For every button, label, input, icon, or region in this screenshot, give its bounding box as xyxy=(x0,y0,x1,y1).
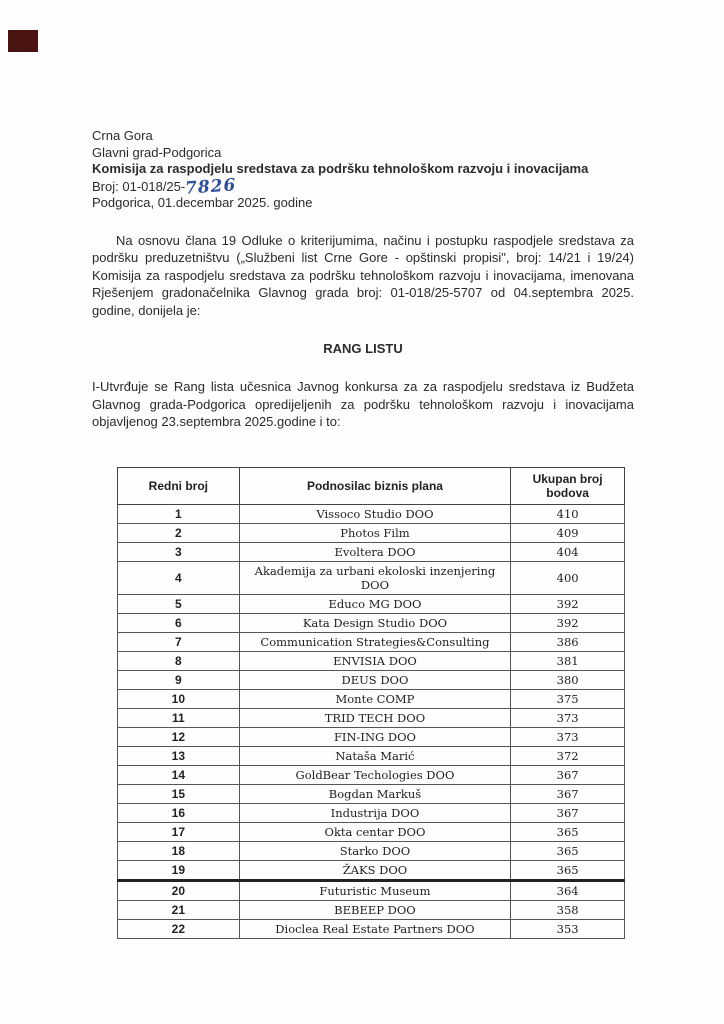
document-content xyxy=(92,128,634,939)
table-row xyxy=(118,900,625,919)
cell-name: Industrija DOO xyxy=(239,803,511,822)
table-row xyxy=(118,613,625,632)
cell-rank: 5 xyxy=(118,594,240,613)
table-row xyxy=(118,746,625,765)
cell-name: ENVISIA DOO xyxy=(239,651,511,670)
table-row xyxy=(118,919,625,938)
column-header-points: Ukupan broj bodova xyxy=(511,467,625,504)
cell-rank: 17 xyxy=(118,822,240,841)
cell-points: 353 xyxy=(511,919,625,938)
cell-points: 372 xyxy=(511,746,625,765)
cell-points: 380 xyxy=(511,670,625,689)
cell-rank: 2 xyxy=(118,523,240,542)
cell-name: BEBEEP DOO xyxy=(239,900,511,919)
scan-artifact xyxy=(8,30,38,52)
cell-name: Communication Strategies&Consulting xyxy=(239,632,511,651)
cell-name: Akademija za urbani ekoloski inzenjering DOO xyxy=(239,561,511,594)
cell-rank: 6 xyxy=(118,613,240,632)
cell-rank: 9 xyxy=(118,670,240,689)
cell-rank: 1 xyxy=(118,504,240,523)
cell-points: 410 xyxy=(511,504,625,523)
intro-paragraph: Na osnovu člana 19 Odluke o kriterijumima, načinu i postupku raspodjele sredstava za podršku preduzetništvu („Službeni list Crne Gore - opštinski propisi", broj: 14/21 i 19/24) Komisija za raspodjelu sredstava za podršku tehnološkom razvoju i inovacijama, imenovana Rješenjem gradonačelnika Glavnog grada broj: 01-018/25-5707 od 04.septembra 2025. godine, donijela je: xyxy=(92,232,634,318)
rank-table-body xyxy=(118,504,625,938)
rang-listu-heading: RANG LISTU xyxy=(323,341,403,356)
cell-name: Nataša Marić xyxy=(239,746,511,765)
table-row xyxy=(118,523,625,542)
cell-name: DEUS DOO xyxy=(239,670,511,689)
cell-rank: 8 xyxy=(118,651,240,670)
cell-points: 409 xyxy=(511,523,625,542)
cell-rank: 14 xyxy=(118,765,240,784)
rank-table xyxy=(117,467,625,939)
cell-name: ŽAKS DOO xyxy=(239,860,511,880)
cell-name: Evoltera DOO xyxy=(239,542,511,561)
table-row xyxy=(118,841,625,860)
cell-name: TRID TECH DOO xyxy=(239,708,511,727)
cell-rank: 19 xyxy=(118,860,240,880)
cell-name: FIN-ING DOO xyxy=(239,727,511,746)
cell-rank: 21 xyxy=(118,900,240,919)
cell-points: 404 xyxy=(511,542,625,561)
cell-name: Educo MG DOO xyxy=(239,594,511,613)
cell-points: 367 xyxy=(511,784,625,803)
document-number-line xyxy=(92,174,634,199)
cell-rank: 4 xyxy=(118,561,240,594)
handwritten-number: 7826 xyxy=(184,174,238,199)
cell-name: Kata Design Studio DOO xyxy=(239,613,511,632)
cell-points: 373 xyxy=(511,727,625,746)
cell-rank: 12 xyxy=(118,727,240,746)
table-row xyxy=(118,689,625,708)
table-row xyxy=(118,651,625,670)
cell-points: 392 xyxy=(511,594,625,613)
cell-points: 386 xyxy=(511,632,625,651)
cell-points: 381 xyxy=(511,651,625,670)
cell-rank: 13 xyxy=(118,746,240,765)
table-row xyxy=(118,860,625,880)
table-row xyxy=(118,708,625,727)
cell-points: 392 xyxy=(511,613,625,632)
table-row xyxy=(118,542,625,561)
table-row xyxy=(118,880,625,900)
cell-name: GoldBear Techologies DOO xyxy=(239,765,511,784)
table-row xyxy=(118,632,625,651)
second-paragraph: I-Utvrđuje se Rang lista učesnica Javnog konkursa za za raspodjelu sredstava iz Budžeta Glavnog grada-Podgorica opredijeljenih za podršku tehnološkom razvoju i inovacijama objavljenog 23.septembra 2025.godine i to: xyxy=(92,379,634,429)
cell-rank: 10 xyxy=(118,689,240,708)
table-row xyxy=(118,765,625,784)
cell-rank: 18 xyxy=(118,841,240,860)
cell-points: 375 xyxy=(511,689,625,708)
table-row xyxy=(118,670,625,689)
cell-rank: 20 xyxy=(118,880,240,900)
column-header-name: Podnosilac biznis plana xyxy=(239,467,511,504)
cell-points: 373 xyxy=(511,708,625,727)
table-row xyxy=(118,561,625,594)
org-country: Crna Gora xyxy=(92,128,153,143)
cell-points: 365 xyxy=(511,822,625,841)
table-row xyxy=(118,727,625,746)
table-row xyxy=(118,594,625,613)
cell-rank: 3 xyxy=(118,542,240,561)
cell-rank: 7 xyxy=(118,632,240,651)
cell-name: Okta centar DOO xyxy=(239,822,511,841)
cell-name: Monte COMP xyxy=(239,689,511,708)
cell-points: 367 xyxy=(511,765,625,784)
cell-rank: 11 xyxy=(118,708,240,727)
cell-rank: 22 xyxy=(118,919,240,938)
cell-points: 365 xyxy=(511,860,625,880)
cell-points: 364 xyxy=(511,880,625,900)
header-row xyxy=(118,467,625,504)
cell-rank: 16 xyxy=(118,803,240,822)
cell-name: Photos Film xyxy=(239,523,511,542)
document-number-prefix: Broj: 01-018/25- xyxy=(92,178,186,194)
cell-points: 367 xyxy=(511,803,625,822)
place-date-line: Podgorica, 01.decembar 2025. godine xyxy=(92,195,313,210)
table-row xyxy=(118,822,625,841)
cell-name: Starko DOO xyxy=(239,841,511,860)
cell-points: 358 xyxy=(511,900,625,919)
cell-points: 365 xyxy=(511,841,625,860)
cell-name: Futuristic Museum xyxy=(239,880,511,900)
cell-name: Vissoco Studio DOO xyxy=(239,504,511,523)
cell-name: Dioclea Real Estate Partners DOO xyxy=(239,919,511,938)
rank-table-head xyxy=(118,467,625,504)
cell-name: Bogdan Markuš xyxy=(239,784,511,803)
org-commission: Komisija za raspodjelu sredstava za podršku tehnološkom razvoju i inovacijama xyxy=(92,161,589,176)
cell-rank: 15 xyxy=(118,784,240,803)
org-city: Glavni grad-Podgorica xyxy=(92,144,222,160)
cell-points: 400 xyxy=(511,561,625,594)
table-row xyxy=(118,784,625,803)
table-row xyxy=(118,803,625,822)
table-row xyxy=(118,504,625,523)
rank-table-wrapper xyxy=(117,467,625,939)
column-header-rank: Redni broj xyxy=(118,467,240,504)
